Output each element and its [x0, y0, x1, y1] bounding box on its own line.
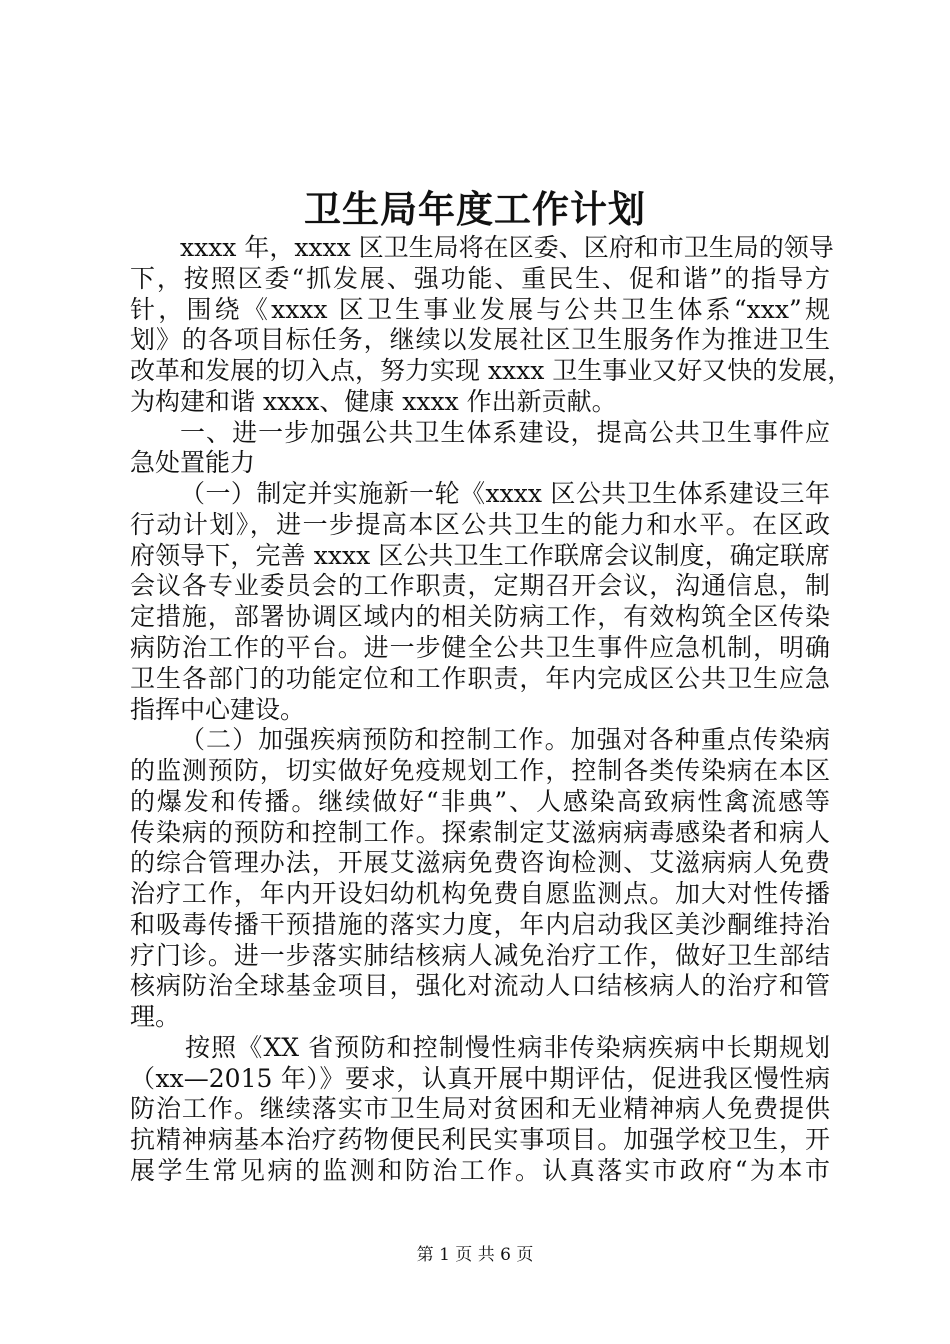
paragraph-line: 划》的各项目标任务，继续以发展社区卫生服务作为推进卫生	[130, 325, 830, 354]
paragraph-line: 治疗工作，年内开设妇幼机构免费自愿监测点。加大对性传播	[130, 879, 830, 908]
paragraph-line: 下，按照区委“抓发展、强功能、重民生、促和谐”的指导方	[130, 264, 830, 293]
page-number-footer: 第 1 页 共 6 页	[416, 1245, 534, 1265]
paragraph-line: （xx—2015 年）》要求，认真开展中期评估，促进我区慢性病	[130, 1064, 830, 1093]
paragraph-line: xxxx 年，xxxx 区卫生局将在区委、区府和市卫生局的领导	[180, 233, 834, 262]
paragraph-line: 为构建和谐 xxxx、健康 xxxx 作出新贡献。	[130, 387, 617, 416]
paragraph-line: （一）制定并实施新一轮《xxxx 区公共卫生体系建设三年	[180, 479, 830, 508]
paragraph-line: 定措施，部署协调区域内的相关防病工作，有效构筑全区传染	[130, 602, 830, 631]
paragraph-line: 和吸毒传播干预措施的落实力度，年内启动我区美沙酮维持治	[130, 910, 830, 939]
paragraph-line: 的综合管理办法，开展艾滋病免费咨询检测、艾滋病病人免费	[130, 848, 830, 877]
paragraph-line: 传染病的预防和控制工作。探索制定艾滋病病毒感染者和病人	[130, 818, 830, 847]
paragraph-line: 的爆发和传播。继续做好“非典”、人感染高致病性禽流感等	[130, 787, 830, 816]
paragraph-line: 的监测预防，切实做好免疫规划工作，控制各类传染病在本区	[130, 756, 830, 785]
paragraph-line: 核病防治全球基金项目，强化对流动人口结核病人的治疗和管	[130, 971, 830, 1000]
paragraph-line: 理。	[130, 1002, 181, 1031]
paragraph-line: 指挥中心建设。	[130, 695, 306, 724]
section-heading-line: 急处置能力	[130, 448, 256, 477]
paragraph-line: 病防治工作的平台。进一步健全公共卫生事件应急机制，明确	[130, 633, 830, 662]
paragraph-line: 防治工作。继续落实市卫生局对贫困和无业精神病人免费提供	[130, 1094, 830, 1123]
paragraph-line: （二）加强疾病预防和控制工作。加强对各种重点传染病	[180, 725, 830, 754]
paragraph-line: 卫生各部门的功能定位和工作职责，年内完成区公共卫生应急	[130, 664, 830, 693]
paragraph-line: 疗门诊。进一步落实肺结核病人减免治疗工作，做好卫生部结	[130, 941, 830, 970]
paragraph-line: 展学生常见病的监测和防治工作。认真落实市政府“为本市	[130, 1156, 830, 1185]
document-title: 卫生局年度工作计划	[304, 187, 646, 231]
paragraph-line: 针，围绕《xxxx 区卫生事业发展与公共卫生体系“xxx”规	[130, 295, 830, 324]
paragraph-line: 会议各专业委员会的工作职责，定期召开会议，沟通信息，制	[130, 571, 830, 600]
paragraph-line: 抗精神病基本治疗药物便民利民实事项目。加强学校卫生，开	[130, 1125, 830, 1154]
paragraph-line: 府领导下，完善 xxxx 区公共卫生工作联席会议制度，确定联席	[130, 541, 830, 570]
section-heading-line: 一、进一步加强公共卫生体系建设，提高公共卫生事件应	[180, 418, 830, 447]
paragraph-line: 行动计划》，进一步提高本区公共卫生的能力和水平。在区政	[130, 510, 830, 539]
paragraph-line: 按照《XX 省预防和控制慢性病非传染病疾病中长期规划	[185, 1033, 830, 1062]
paragraph-line: 改革和发展的切入点，努力实现 xxxx 卫生事业又好又快的发展，	[130, 356, 853, 385]
